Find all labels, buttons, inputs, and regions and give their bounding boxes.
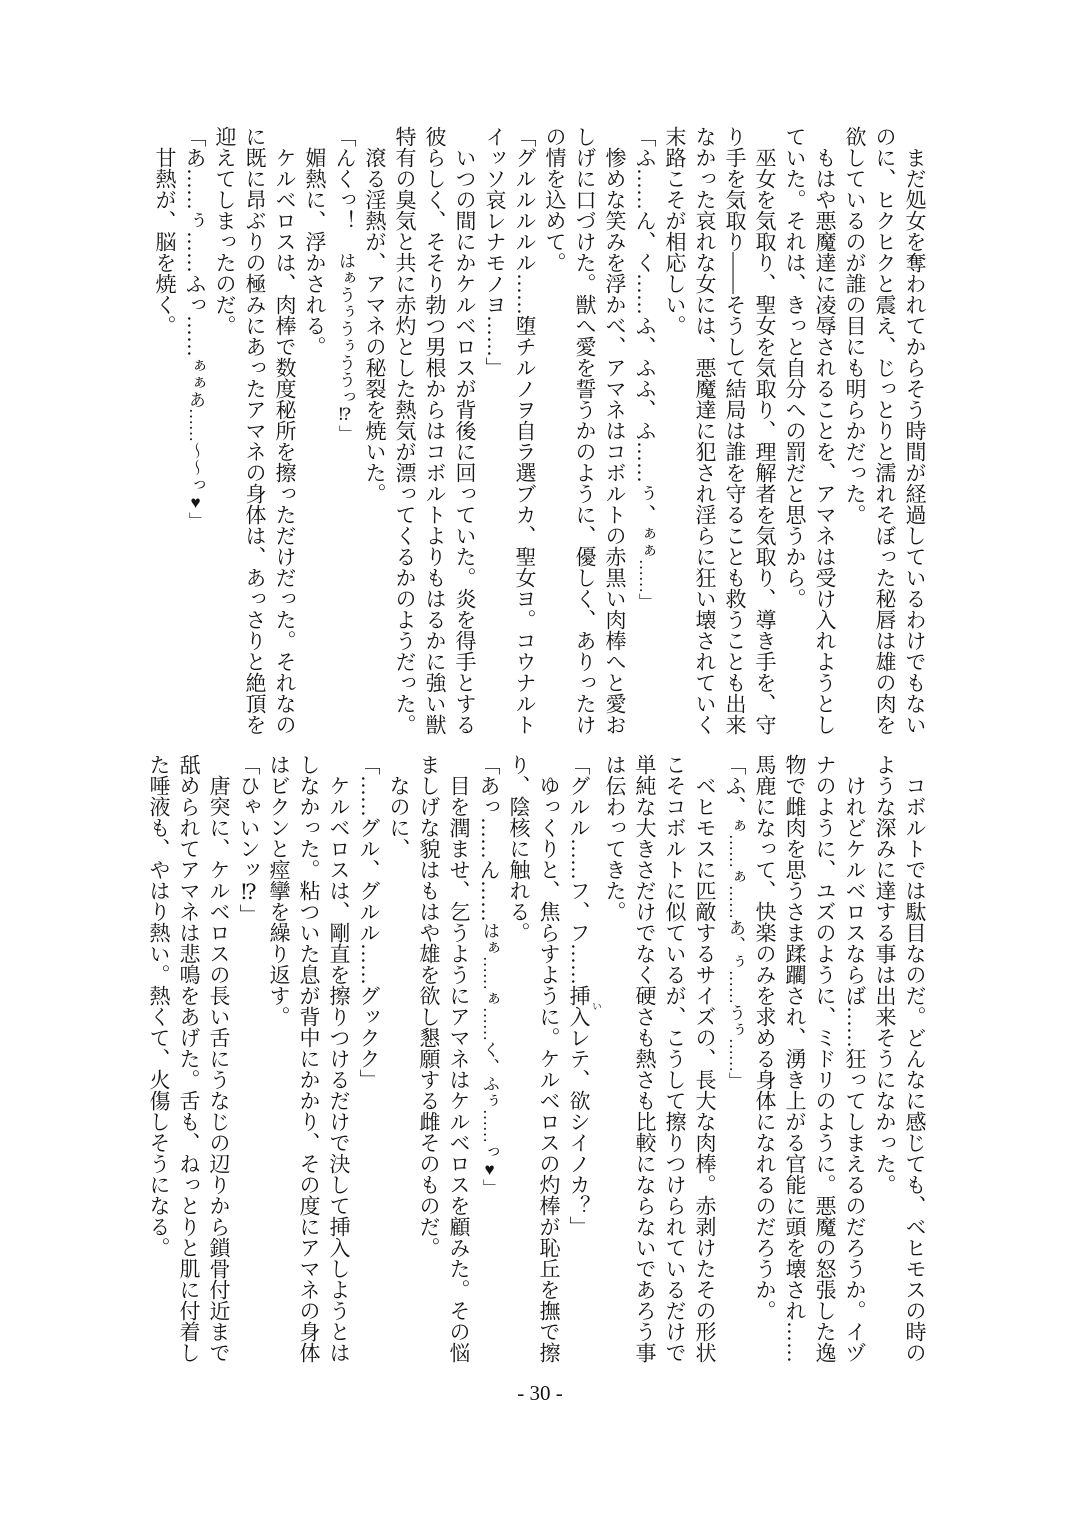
text-run: コボルトでは駄目なのだ。どんなに感じても、ベヒモスの時の: [903, 775, 927, 1363]
text-column: [750, 754, 780, 1374]
text-run: はビクンと痙攣を繰り返す。: [267, 754, 291, 1027]
text-run: は伝わってきた。: [603, 754, 627, 922]
text-column: [330, 126, 360, 746]
text-run: ていた。それは、きっと自分への罰だと思うから。: [783, 126, 807, 609]
text-run: 「あっ……ん……: [477, 754, 501, 922]
text-run: なかった哀れな女には、悪魔達に犯され淫らに狂い壊されていく: [693, 126, 717, 735]
text-column: [270, 126, 300, 746]
text-column: [540, 126, 570, 746]
text-run: 「ひゃいンッ⁉」: [237, 754, 261, 925]
text-column: [660, 754, 690, 1374]
text-run: 甘熱が、脳を焼く。: [153, 147, 177, 336]
small-kana-run: ぁ……ぁ……あ、ぅ……うぅ……」: [726, 817, 745, 1089]
text-column: [420, 126, 450, 746]
text-run: ましげな貌はもはや雄を欲し懇願する雌そのものだ。: [417, 754, 441, 1258]
text-column: [534, 754, 564, 1374]
text-run: 単純な大きさだけでなく硬さも熱さも比較にならないであろう事: [633, 754, 657, 1363]
text-run: こそコボルトに似ているが、こうして擦りつけられているだけで: [663, 754, 687, 1363]
text-column: [750, 126, 780, 746]
text-column: [444, 754, 474, 1374]
text-column: [150, 126, 180, 746]
text-column: [240, 126, 270, 746]
text-column: [840, 126, 870, 746]
text-run: 巫女を気取り、聖女を気取り、理解者を気取り、導き手を、守: [753, 147, 777, 735]
text-column: [564, 754, 600, 1374]
text-run: た唾液も、やはり熱い。熱くて、火傷しそうになる。: [147, 754, 171, 1258]
text-run: 滾る淫熱が、アマネの秘裂を焼いた。: [363, 147, 387, 504]
text-column: [414, 754, 444, 1374]
text-column: [600, 126, 630, 746]
text-run: り、陰核に触れる。: [507, 754, 531, 943]
text-run: しなかった。粘ついた息が背中にかかり、その度にアマネの身体: [297, 754, 321, 1363]
text-block-bottom: [146, 754, 930, 1374]
text-run: 特有の臭気と共に赤灼とした熱気が漂ってくるかのようだった。: [393, 126, 417, 735]
text-column: [300, 126, 330, 746]
text-block-top: [146, 126, 930, 746]
text-run: 欲しているのが誰の目にも明らかだった。: [843, 126, 867, 525]
text-run: 「……グル、グルル……グックク」: [357, 754, 381, 1090]
text-column: [174, 754, 204, 1374]
text-column: [690, 126, 720, 746]
text-run: レテ、欲シイノカ？」: [567, 1027, 591, 1237]
text-run: ナのように、ユズのように、ミドリのように。悪魔の怒張した逸: [813, 754, 837, 1363]
text-run: 彼らしく、そそり勃つ男根からはコボルトよりもはるかに強い獣: [423, 126, 447, 735]
text-column: [870, 754, 900, 1374]
text-column: [900, 754, 930, 1374]
text-run: 「んくっ！: [333, 126, 357, 252]
text-column: [840, 754, 870, 1374]
text-column: [870, 126, 900, 746]
text-column: [204, 754, 234, 1374]
text-run: 舐められてアマネは悲鳴をあげた。舌も、ねっとりと肌に付着し: [177, 754, 201, 1363]
text-column: [450, 126, 480, 746]
ruby-annotated-word: 挿入い: [567, 985, 601, 1027]
text-column: [474, 754, 504, 1374]
text-run: イッソ哀レナモノヨ……」: [483, 126, 507, 378]
text-column: [210, 126, 240, 746]
text-column: [390, 126, 420, 746]
text-column: [264, 754, 294, 1374]
text-column: [720, 126, 750, 746]
text-run: 迎えてしまったのだ。: [213, 126, 237, 336]
text-column: [900, 126, 930, 746]
text-column: [810, 754, 840, 1374]
text-run: 惨めな笑みを浮かべ、アマネはコボルトの赤黒い肉棒へと愛お: [603, 147, 627, 735]
text-column: [780, 126, 810, 746]
text-run: 「グルル……フ、フ……: [567, 754, 591, 985]
text-run: もはや悪魔達に凌辱されることを、アマネは受け入れようとし: [813, 147, 837, 735]
text-run: けれどケルベロスならば……狂ってしまえるのだろうか。イヅ: [843, 775, 867, 1363]
text-run: 媚熱に、浮かされる。: [303, 147, 327, 357]
text-run: ベヒモスに匹敵するサイズの、長大な肉棒。赤剥けたその形状: [693, 775, 717, 1363]
text-column: [600, 754, 630, 1374]
text-run: ケルベロスは、剛直を擦りつけるだけで決して挿入しようとは: [327, 775, 351, 1363]
text-run: に既に昂ぶりの極みにあったアマネの身体は、あっさりと絶頂を: [243, 126, 267, 735]
page-number: - 30 -: [517, 1381, 563, 1405]
text-column: [324, 754, 354, 1374]
text-column: [234, 754, 264, 1374]
text-run: 「あ……ぅ……ふっ……: [183, 126, 207, 357]
text-column: [810, 126, 840, 746]
text-run: り手を気取り――そうして結局は誰を守ることも救うことも出来: [723, 126, 747, 735]
text-column: [294, 754, 324, 1374]
text-run: なのに、: [387, 775, 411, 859]
text-run: ような深みに達する事は出来そうになかった。: [873, 754, 897, 1195]
text-column: [510, 126, 540, 746]
text-column: [630, 126, 660, 746]
text-run: ゆっくりと、焦らすように。ケルベロスの灼棒が恥丘を撫で擦: [537, 775, 561, 1363]
text-column: [630, 754, 660, 1374]
text-column: [780, 754, 810, 1374]
text-column: [570, 126, 600, 746]
text-column: [690, 754, 720, 1374]
text-column: [720, 754, 750, 1374]
text-run: 目を潤ませ、乞うようにアマネはケルベロスを顧みた。その悩: [447, 775, 471, 1363]
text-run: まだ処女を奪われてからそう時間が経過しているわけでもない: [903, 147, 927, 735]
text-run: 唐突に、ケルベロスの長い舌にうなじの辺りから鎖骨付近まで: [207, 775, 231, 1363]
text-run: ケルベロスは、肉棒で数度秘所を擦っただけだった。それなの: [273, 147, 297, 735]
text-run: のに、ヒクヒクと震え、じっとりと濡れそぼった秘唇は雄の肉を: [873, 126, 897, 735]
text-column: [504, 754, 534, 1374]
small-kana-run: ぁぁ……」: [636, 525, 655, 610]
text-column: [384, 754, 414, 1374]
text-run: しげに口づけた。獣へ愛を誓うかのように、優しく、ありったけ: [573, 126, 597, 735]
text-run: 馬鹿になって、快楽のみを求める身体になれるのだろうか。: [753, 754, 777, 1321]
small-kana-run: はぁ……ぁ……く、ふぅ……っ♥」: [480, 922, 499, 1196]
text-run: いつの間にかケルベロスが背後に回っていた。炎を得手とする: [453, 147, 477, 735]
text-column: [360, 126, 390, 746]
small-kana-run: はぁうぅうぅううっ⁉」: [336, 252, 355, 442]
text-run: 「ふ、: [723, 754, 747, 817]
text-column: [354, 754, 384, 1374]
text-run: 物で雌肉を思うさま蹂躙され、湧き上がる官能に頭を壊され……: [783, 754, 807, 1363]
text-run: 末路こそが相応しい。: [663, 126, 687, 336]
text-run: 「ふ……ん、く……ふ、ふふ、ふ……ぅ、: [633, 126, 657, 525]
text-column: [480, 126, 510, 746]
text-column: [180, 126, 210, 746]
text-column: [144, 754, 174, 1374]
text-run: の情を込めて。: [543, 126, 567, 273]
text-run: 「グルルルルル……堕チルノヲ自ラ選ブカ、聖女ヨ。コウナルト: [513, 126, 537, 735]
text-column: [660, 126, 690, 746]
small-kana-run: ぁぁあ……〜〜っ♥」: [186, 357, 205, 529]
